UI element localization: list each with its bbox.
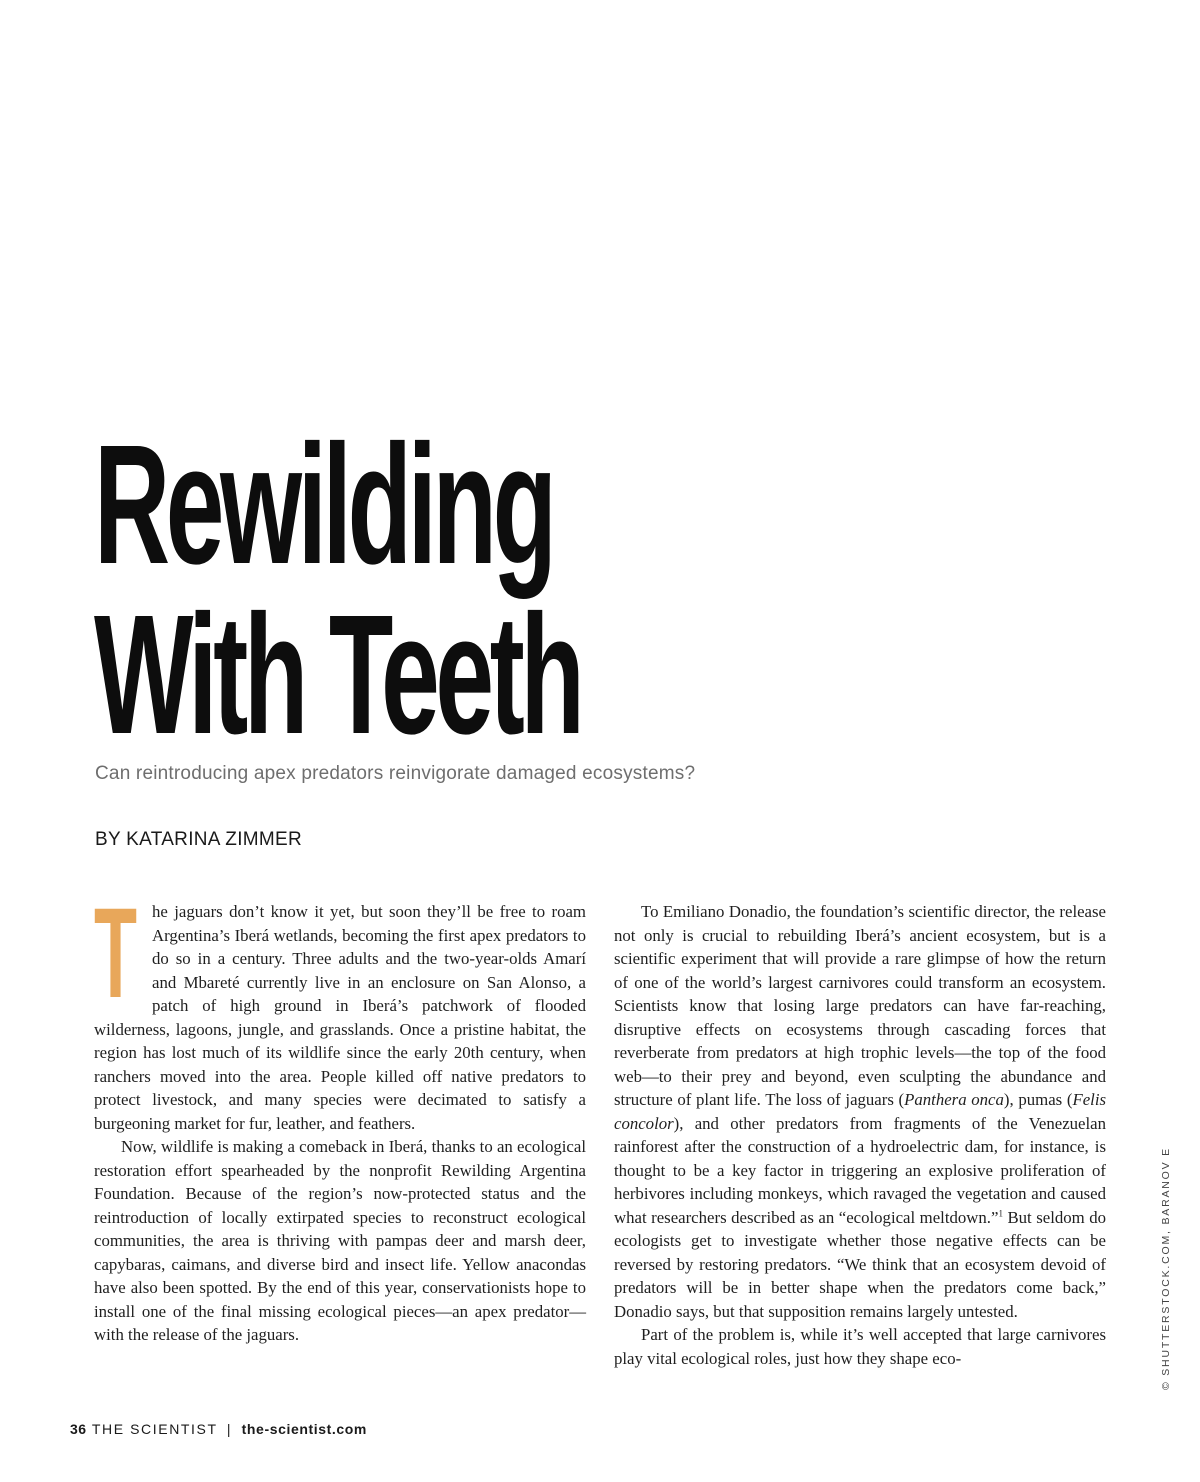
paragraph-text: ), pumas (	[1003, 1090, 1073, 1109]
deck-subtitle: Can reintroducing apex predators reinvigorate damaged ecosystems?	[95, 763, 696, 784]
byline: BY KATARINA ZIMMER	[95, 829, 303, 850]
article-column-right	[614, 900, 1106, 1370]
species-name: Panthera onca	[904, 1090, 1004, 1109]
paragraph	[614, 900, 1106, 1323]
paragraph: Now, wildlife is making a comeback in Iberá, thanks to an ecological restoration effort spearheaded by the nonprofit Rewilding Argentina Foundation. Because of the region’s now-protected status and the reintroduction of locally extirpated species to reconstruct ecological communities, the area is thriving with pampas deer and marsh deer, capybaras, caimans, and diverse bird and insect life. Yellow anacondas have also been spotted. By the end of this year, conservationists hope to install one of the final missing ecological pieces—an apex predator—with the release of the jaguars.	[94, 1137, 586, 1344]
drop-cap: T	[94, 882, 138, 1025]
footer-separator: |	[226, 1421, 233, 1437]
article-column-left	[94, 882, 586, 1347]
species-name: Felis concolor	[614, 1090, 1107, 1133]
footnote-marker: 1	[998, 1207, 1003, 1218]
page-footer	[70, 1421, 367, 1437]
paragraph: Part of the problem is, while it’s well accepted that large carnivores play vital ecological roles, just how they shape eco-	[614, 1325, 1106, 1368]
photo-credit: © SHUTTERSTOCK.COM, BARANOV E	[1160, 1147, 1172, 1390]
headline	[94, 410, 581, 770]
headline-line-1: Rewilding	[94, 410, 553, 600]
magazine-url: the-scientist.com	[241, 1421, 367, 1437]
magazine-name: THE SCIENTIST	[91, 1421, 218, 1437]
paragraph-text: To Emiliano Donadio, the foundation’s scientific director, the release not only is crucial to rebuilding Iberá’s ancient ecosystem, but is a scientific experiment that will provide a rare glimpse of how the return of one of the world’s largest carnivores could transform an ecosystem. Scientists know that losing large predators can have far-reaching, disruptive effects on ecosystems through cascading forces that reverberate from predators at high trophic levels—the top of the food web—to their prey and beyond, even sculpting the abundance and structure of plant life. The loss of jaguars (	[614, 902, 1106, 1109]
paragraph-text: But seldom do ecologists get to investigate whether those negative effects can be reversed by restoring predators. “We think that an ecosystem devoid of predators will be in better shape when the predators come back,” Donadio says, but that supposition remains largely untested.	[614, 1207, 1107, 1321]
page-number: 36	[70, 1421, 87, 1437]
paragraph	[94, 882, 586, 1135]
headline-line-2: With Teeth	[94, 580, 581, 770]
paragraph-text: he jaguars don’t know it yet, but soon they’ll be free to roam Argentina’s Iberá wetlands, becoming the first apex predators to do so in a century. Three adults and the two-year-olds Amarí and Mbareté currently live in an enclosure on San Alonso, a patch of high ground in Iberá’s patchwork of flooded wilderness, lagoons, jungle, and grasslands. Once a pristine habitat, the region has lost much of its wildlife since the early 20th century, when ranchers moved into the area. People killed off native predators to protect livestock, and many species were decimated to satisfy a burgeoning market for fur, leather, and feathers.	[94, 902, 586, 1133]
paragraph-text: ), and other predators from fragments of the Venezuelan rainforest after the construction of a hydroelectric dam, for instance, is thought to be a key factor in triggering an explosive proliferation of herbivores including monkeys, which ravaged the vegetation and caused what researchers described as an “ecological meltdown.”	[614, 1113, 1106, 1227]
